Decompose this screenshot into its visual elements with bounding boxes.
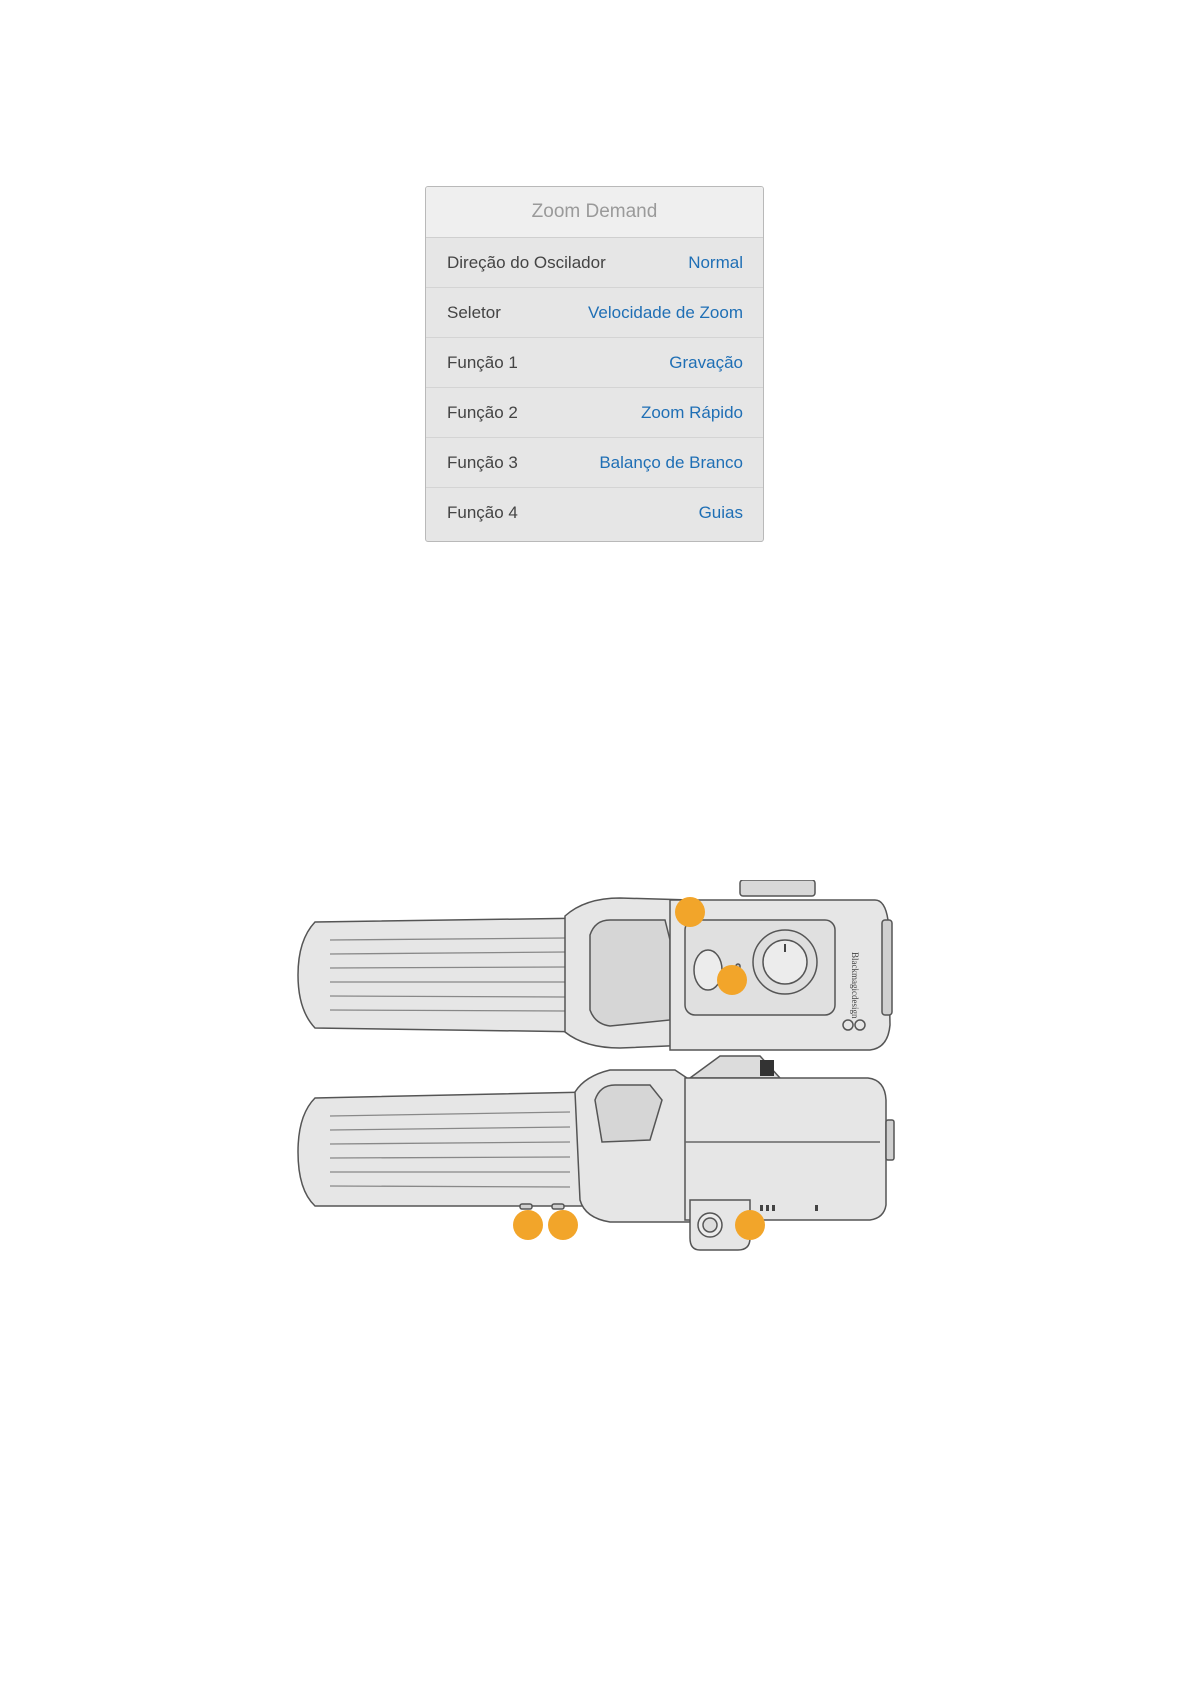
menu-row-value[interactable]: Velocidade de Zoom [588,302,743,322]
callout-marker-side-1 [513,1210,543,1240]
menu-title: Zoom Demand [426,187,763,238]
menu-row-selector[interactable] [426,288,763,338]
callout-marker-top-2 [717,965,747,995]
menu-row-label: Seletor [447,302,501,322]
menu-row-function-1[interactable] [426,338,763,388]
menu-row-value[interactable]: Normal [688,252,743,272]
menu-row-label: Função 1 [447,352,518,372]
callout-marker-side-2 [548,1210,578,1240]
callout-marker-top-1 [675,897,705,927]
menu-row-value[interactable]: Guias [698,503,743,522]
menu-row-function-2[interactable] [426,388,763,438]
menu-row-label: Função 2 [447,402,518,422]
menu-row-value[interactable]: Gravação [669,352,743,372]
zoom-demand-side-view [298,1056,894,1250]
grip-side [298,1092,590,1206]
menu-row-rocker-direction[interactable] [426,238,763,288]
menu-row-label: Função 3 [447,452,518,472]
zoom-demand-top-view [298,880,892,1050]
zoom-demand-illustration [290,880,900,1260]
menu-row-label: Direção do Oscilador [447,252,606,272]
menu-row-value[interactable]: Balanço de Branco [599,452,743,472]
menu-row-value[interactable]: Zoom Rápido [640,402,743,422]
zoom-demand-drawing [290,880,900,1260]
top-knob [740,880,815,896]
zoom-demand-menu [425,186,764,542]
menu-row-function-3[interactable] [426,438,763,488]
menu-row-function-4[interactable] [426,488,763,538]
callout-marker-side-3 [735,1210,765,1240]
menu-row-label: Função 4 [447,503,518,522]
grip-top [298,918,590,1032]
body-side [685,1078,886,1220]
device-logo: Blackmagicdesign [850,952,860,1019]
